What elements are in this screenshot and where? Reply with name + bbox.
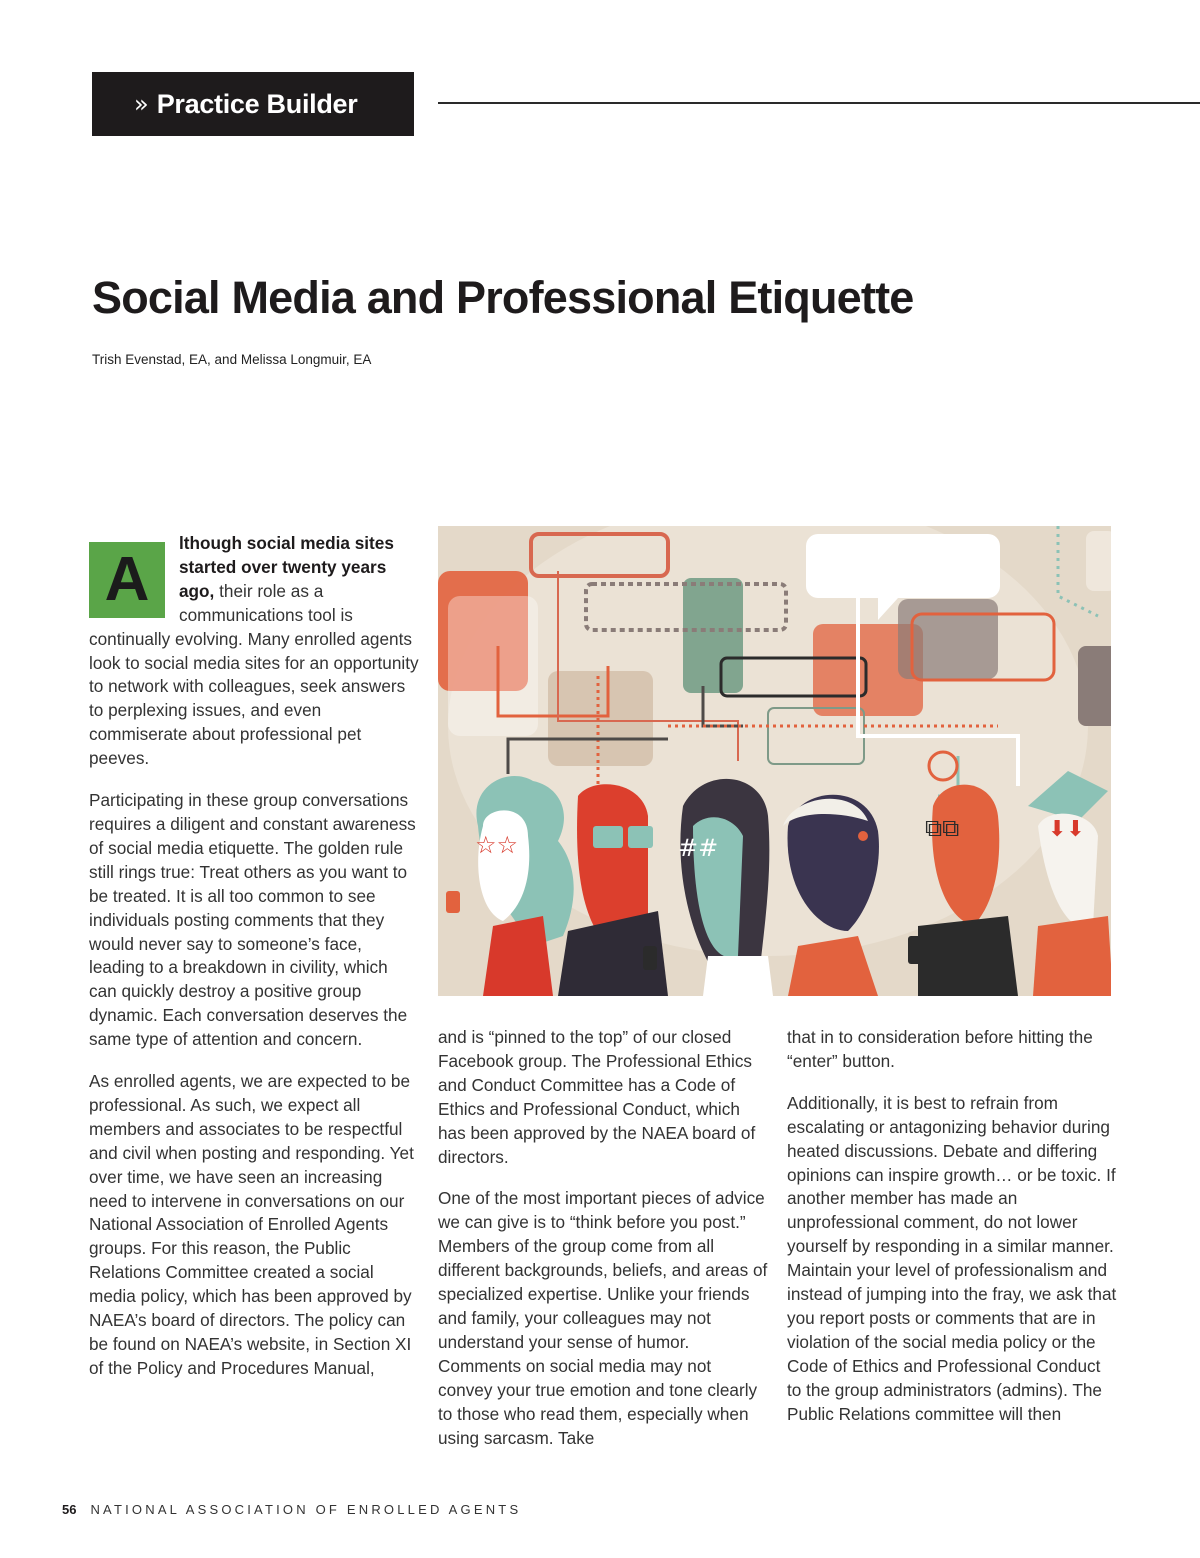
body-paragraph: Participating in these group conversations requires a diligent and constant awareness of social media etiquette. The golden rule still rings true: Treat others as you want to be treated. It is all too common to see individuals posting comments that they would never say to someone’s face, leading to a breakdown in civility, which can quickly destroy a positive group dynamic. Each conversation deserves the same type of attention and concern.: [89, 790, 416, 1050]
chevron-icon: »: [134, 90, 149, 118]
publication-name: NATIONAL ASSOCIATION OF ENROLLED AGENTS: [90, 1502, 522, 1517]
svg-text:☆☆: ☆☆: [475, 831, 519, 859]
svg-text:⧉⧉: ⧉⧉: [925, 814, 960, 842]
lead-paragraph: [89, 532, 419, 771]
body-paragraph: and is “pinned to the top” of our closed Facebook group. The Professional Ethics and Conduct Committee has a Code of Ethics and Professional Conduct, which has been approved by the NAEA board of directors.: [438, 1027, 756, 1167]
section-banner: [92, 72, 414, 136]
article-column-1: [89, 532, 419, 1399]
body-paragraph: One of the most important pieces of advice we can give is to “think before you post.” Members of the group come from all different backgrounds, beliefs, and areas of specialized expertise. Unlike your friends and family, your colleagues may not understand your sense of humor. Comments on social media may not convey your true emotion and tone clearly to those who read them, especially when using sarcasm. Take: [438, 1188, 768, 1448]
byline: Trish Evenstad, EA, and Melissa Longmuir, EA: [92, 352, 372, 367]
illustration-social-media-people: [438, 526, 1111, 996]
article-column-2: [438, 1026, 768, 1468]
body-paragraph: that in to consideration before hitting the “enter” button.: [787, 1027, 1093, 1071]
header-rule: [438, 102, 1200, 104]
lead-bold-text: lthough social media sites started over twenty years ago,: [179, 533, 394, 601]
lead-text: their role as a communications tool is continually evolving. Many enrolled agents look to social media sites for an opportunity to network with colleagues, seek answers to perplexing issues, and even commiserate about professional pet peeves.: [89, 580, 419, 769]
body-paragraph: As enrolled agents, we are expected to be professional. As such, we expect all members and associates to be respectful and civil when posting and responding. Yet over time, we have seen an increasing need to intervene in conversations on our National Association of Enrolled Agents groups. For this reason, the Public Relations Committee created a social media policy, which has been approved by NAEA’s board of directors. The policy can be found on NAEA’s website, in Section XI of the Policy and Procedures Manual,: [89, 1071, 414, 1378]
page-number: 56: [62, 1502, 77, 1517]
page-footer: [62, 1502, 521, 1517]
drop-cap: A: [89, 542, 165, 618]
article-column-3: [787, 1026, 1117, 1445]
section-label: Practice Builder: [156, 88, 358, 119]
svg-text:⬇⬇: ⬇⬇: [1048, 817, 1085, 842]
article-title: Social Media and Professional Etiquette: [92, 272, 914, 323]
hashtag-label: ##: [678, 834, 719, 862]
body-paragraph: Additionally, it is best to refrain from escalating or antagonizing behavior during heated discussions. Debate and differing opinions can inspire growth… or be toxic. If another member has made an unprofessional comment, do not lower yourself by responding in a similar manner. Maintain your level of professionalism and instead of jumping into the fray, we ask that you report posts or comments that are in violation of the social media policy or the Code of Ethics and Professional Conduct to the group administrators (admins). The Public Relations committee will then: [787, 1092, 1117, 1424]
